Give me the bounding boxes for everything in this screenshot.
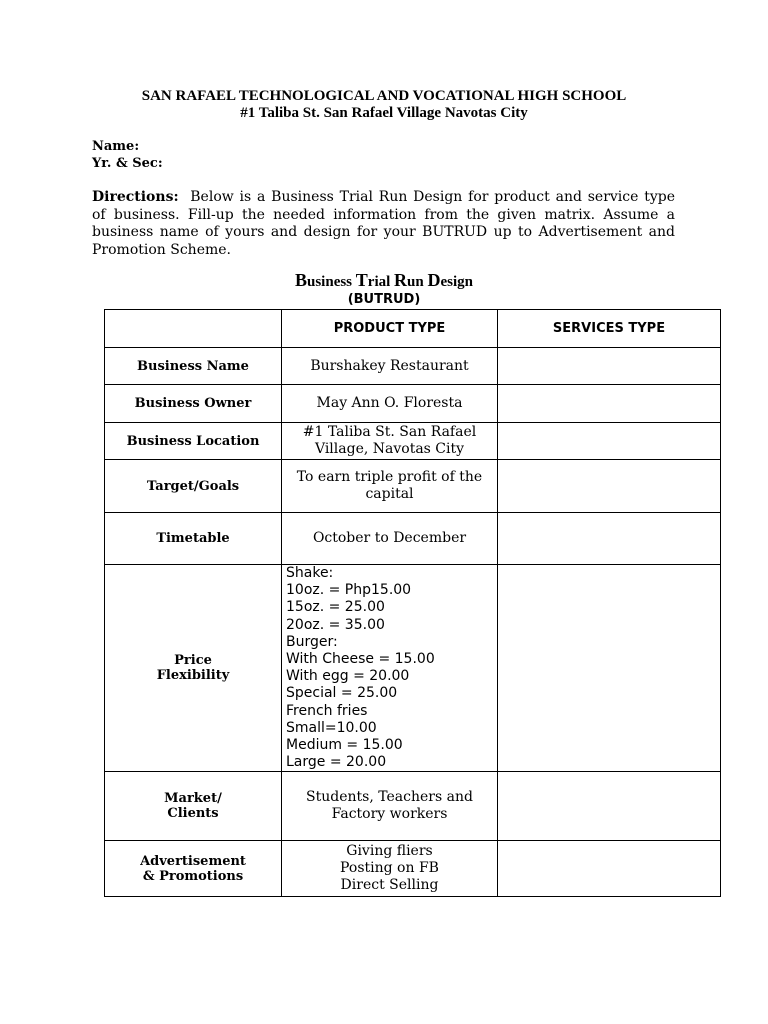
row-label: Business Location — [105, 423, 282, 460]
table-row — [105, 385, 721, 423]
table-row — [105, 565, 721, 772]
name-field-label: Name: — [92, 139, 140, 154]
services-cell — [498, 423, 721, 460]
directions-text: Below is a Business Trial Run Design for product and service type of business. Fill-up the needed information from the given matrix. Assume a business name of yours and design for your BUTRUD up to Advertisement and Promotion Scheme. — [92, 189, 676, 258]
product-cell: Burshakey Restaurant — [282, 348, 498, 385]
services-cell — [498, 772, 721, 841]
row-label: Business Owner — [105, 385, 282, 423]
table-header-blank — [105, 310, 282, 348]
product-cell: October to December — [282, 513, 498, 565]
school-name: SAN RAFAEL TECHNOLOGICAL AND VOCATIONAL HIGH SCHOOL — [141, 88, 627, 104]
services-cell — [498, 513, 721, 565]
services-cell — [498, 348, 721, 385]
title-rest-1: usiness — [307, 274, 356, 290]
product-cell: May Ann O. Floresta — [282, 385, 498, 423]
title-cap-3: R — [394, 270, 408, 290]
services-cell — [498, 565, 721, 772]
section-field-label: Yr. & Sec: — [92, 156, 163, 171]
form-title — [0, 270, 768, 291]
product-cell: Students, Teachers and Factory workers — [282, 772, 498, 841]
table-row — [105, 460, 721, 513]
table-header-row — [105, 310, 721, 348]
services-cell — [498, 460, 721, 513]
product-cell: #1 Taliba St. San Rafael Village, Navotas City — [282, 423, 498, 460]
row-label: Target/Goals — [105, 460, 282, 513]
document-header — [0, 88, 768, 122]
table-row — [105, 423, 721, 460]
title-cap-1: B — [294, 270, 307, 290]
school-address: #1 Taliba St. San Rafael Village Navotas City — [240, 105, 528, 121]
table-header-product: PRODUCT TYPE — [282, 310, 498, 348]
table-row — [105, 513, 721, 565]
row-label: Timetable — [105, 513, 282, 565]
directions-paragraph — [92, 189, 675, 259]
butrud-matrix — [104, 309, 721, 897]
row-label: Market/ Clients — [105, 772, 282, 841]
title-rest-2: rial — [367, 274, 395, 290]
row-label: Business Name — [105, 348, 282, 385]
product-cell: Giving fliers Posting on FB Direct Selling — [282, 841, 498, 897]
form-subtitle: (BUTRUD) — [347, 292, 421, 307]
row-label: Advertisement & Promotions — [105, 841, 282, 897]
row-label: Price Flexibility — [105, 565, 282, 772]
title-rest-4: esign — [440, 274, 473, 290]
table-row — [105, 841, 721, 897]
title-rest-3: un — [407, 274, 428, 290]
table-header-services: SERVICES TYPE — [498, 310, 721, 348]
table-row — [105, 348, 721, 385]
services-cell — [498, 385, 721, 423]
price-list-cell: Shake: 10oz. = Php15.00 15oz. = 25.00 20oz. = 35.00 Burger: With Cheese = 15.00 With egg = 20.00 Special = 25.00 French fries Small=10.00 Medium = 15.00 Large = 20.00 — [282, 565, 498, 772]
directions-label: Directions: — [92, 189, 179, 205]
product-cell: To earn triple profit of the capital — [282, 460, 498, 513]
title-cap-4: D — [427, 270, 441, 290]
title-cap-2: T — [355, 270, 368, 290]
services-cell — [498, 841, 721, 897]
table-row — [105, 772, 721, 841]
